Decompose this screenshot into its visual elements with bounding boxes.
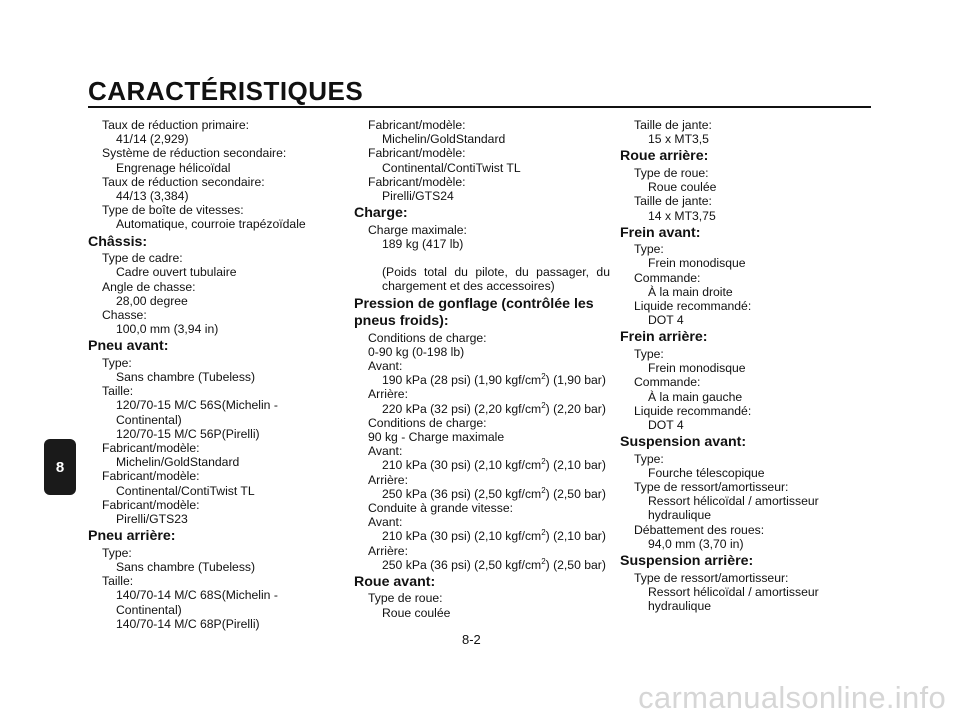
value-text: ) (2,10 bar) [545, 458, 606, 473]
value-text: ) (1,90 bar) [545, 373, 606, 388]
spec-value: 120/70-15 M/C 56P(Pirelli) [116, 426, 260, 441]
spec-label: Type: [634, 451, 664, 466]
spec-label: Avant: [368, 444, 403, 459]
value-text: 190 kPa (28 psi) (1,90 kgf/cm [382, 373, 542, 388]
superscript: 2 [541, 372, 546, 382]
value-text: ) (2,50 bar) [545, 557, 606, 572]
spec-label: Taille de jante: [634, 194, 712, 209]
spec-label: Conditions de charge: [368, 330, 487, 345]
section-heading: Châssis: [88, 233, 148, 250]
value-text: 220 kPa (32 psi) (2,20 kgf/cm [382, 401, 542, 416]
page-number: 8-2 [462, 632, 481, 647]
spec-value: Sans chambre (Tubeless) [116, 559, 256, 574]
spec-label: Arrière: [368, 387, 408, 402]
spec-value: Fourche télescopique [648, 465, 765, 480]
spec-value: 140/70-14 M/C 68P(Pirelli) [116, 616, 260, 631]
spec-value: Frein monodisque [648, 256, 746, 271]
spec-label: Type: [634, 346, 664, 361]
spec-label: Conduite à grande vitesse: [368, 500, 513, 515]
spec-column-1 [88, 118, 350, 631]
spec-label: Taille: [102, 574, 134, 589]
spec-value [354, 402, 610, 416]
superscript: 2 [541, 400, 546, 410]
spec-label: Conditions de charge: [368, 415, 487, 430]
spec-label: Type de ressort/amortisseur: [634, 480, 789, 495]
spec-label: Type: [634, 242, 664, 257]
spec-label: Type de roue: [368, 591, 443, 606]
value-text: 210 kPa (30 psi) (2,10 kgf/cm [382, 458, 542, 473]
spec-label: Charge maximale: [368, 222, 467, 237]
spec-value: Continental) [116, 602, 182, 617]
spec-value: Michelin/GoldStandard [382, 132, 506, 147]
spec-label: Fabricant/modèle: [102, 441, 200, 456]
spec-value: Ressort hélicoïdal / amortisseur [648, 584, 819, 599]
spec-value: hydraulique [648, 508, 712, 523]
spec-label: Commande: [634, 270, 701, 285]
value-text: 250 kPa (36 psi) (2,50 kgf/cm [382, 486, 542, 501]
chapter-number: 8 [55, 458, 65, 476]
spec-label: Avant: [368, 358, 403, 373]
spec-label: Type de roue: [634, 165, 709, 180]
section-heading: Charge: [354, 205, 408, 222]
spec-value: 15 x MT3,5 [648, 132, 709, 147]
spec-label: Arrière: [368, 543, 408, 558]
spec-value: hydraulique [648, 598, 712, 613]
spec-label: Taux de réduction primaire: [102, 118, 249, 132]
spec-value: Michelin/GoldStandard [116, 455, 240, 470]
spec-label: Angle de chasse: [102, 279, 196, 294]
spec-label: 90 kg - Charge maximale [368, 429, 505, 444]
spec-value: Cadre ouvert tubulaire [116, 265, 237, 280]
spec-label: Avant: [368, 515, 403, 530]
spec-label: Liquide recommandé: [634, 403, 752, 418]
section-heading: Frein avant: [620, 224, 701, 241]
section-heading: Roue arrière: [620, 148, 709, 165]
value-text: 210 kPa (30 psi) (2,10 kgf/cm [382, 529, 542, 544]
spec-label: Fabricant/modèle: [102, 497, 200, 512]
spec-column-3 [620, 118, 870, 613]
spec-value: À la main droite [648, 284, 733, 299]
superscript: 2 [541, 528, 546, 538]
section-heading: Pneu avant: [88, 338, 169, 355]
spec-label: Type de cadre: [102, 251, 183, 266]
spec-label: Type de ressort/amortisseur: [634, 570, 789, 585]
section-heading: Suspension avant: [620, 434, 747, 451]
section-heading: Frein arrière: [620, 329, 708, 346]
spec-value: 44/13 (3,384) [116, 189, 189, 204]
section-heading: Roue avant: [354, 573, 436, 590]
spec-label: Taille de jante: [634, 118, 712, 132]
page-title: CARACTÉRISTIQUES [88, 76, 364, 106]
spec-label: 0-90 kg (0-198 lb) [368, 344, 465, 359]
spec-value: 28,00 degree [116, 293, 188, 308]
watermark: carmanualsonline.info [638, 680, 946, 715]
spec-value: Continental/ContiTwist TL [382, 160, 521, 175]
spec-label: Arrière: [368, 472, 408, 487]
spec-label: Système de réduction secondaire: [102, 146, 287, 161]
spec-column-2 [354, 118, 610, 620]
chapter-tab [44, 439, 76, 495]
section-heading: Pression de gonflage (contrôlée les pneus froids): [354, 295, 594, 330]
spec-label: Type: [102, 355, 132, 370]
spec-value: Continental) [116, 412, 182, 427]
spec-label: Fabricant/modèle: [102, 469, 200, 484]
spec-value: Roue coulée [648, 180, 717, 195]
section-heading: Suspension arrière: [620, 553, 754, 570]
spec-value: 140/70-14 M/C 68S(Michelin - [116, 588, 278, 603]
spec-label: Taille: [102, 384, 134, 399]
spec-value: Frein monodisque [648, 361, 746, 376]
spec-value: Sans chambre (Tubeless) [116, 370, 256, 385]
spec-value: À la main gauche [648, 389, 743, 404]
spec-value: Pirelli/GTS24 [382, 189, 454, 204]
spec-value: 14 x MT3,75 [648, 208, 716, 223]
spec-label: Chasse: [102, 307, 147, 322]
spec-value: Roue coulée [382, 605, 451, 620]
spec-value: Pirelli/GTS23 [116, 512, 188, 527]
spec-value: 189 kg (417 lb) [382, 236, 464, 251]
value-text: ) (2,50 bar) [545, 486, 606, 501]
spec-value [354, 373, 610, 387]
spec-label: Liquide recommandé: [634, 299, 752, 314]
spec-value: 100,0 mm (3,94 in) [116, 322, 219, 337]
value-text: ) (2,10 bar) [545, 529, 606, 544]
superscript: 2 [541, 485, 546, 495]
spec-label: Fabricant/modèle: [368, 174, 466, 189]
spec-label: Débattement des roues: [634, 522, 765, 537]
superscript: 2 [541, 457, 546, 467]
value-text: 250 kPa (36 psi) (2,50 kgf/cm [382, 557, 542, 572]
spec-value: Automatique, courroie trapézoïdale [116, 217, 306, 232]
spec-note: (Poids total du pilote, du passager, du chargement et des accessoires) [382, 265, 610, 294]
value-text: ) (2,20 bar) [545, 401, 606, 416]
title-rule [88, 106, 871, 108]
spec-value: DOT 4 [648, 313, 684, 328]
spec-value: 94,0 mm (3,70 in) [648, 536, 744, 551]
spec-label: Fabricant/modèle: [368, 146, 466, 161]
spec-value: Engrenage hélicoïdal [116, 160, 231, 175]
spec-value: Ressort hélicoïdal / amortisseur [648, 494, 819, 509]
superscript: 2 [541, 556, 546, 566]
spec-label: Type de boîte de vitesses: [102, 203, 244, 218]
section-heading: Pneu arrière: [88, 528, 176, 545]
spec-label: Taux de réduction secondaire: [102, 174, 265, 189]
spec-value: Continental/ContiTwist TL [116, 483, 255, 498]
spec-value: 41/14 (2,929) [116, 132, 189, 147]
spec-value: DOT 4 [648, 417, 684, 432]
spec-label: Fabricant/modèle: [368, 118, 466, 132]
spec-value [354, 487, 610, 501]
spec-label: Commande: [634, 375, 701, 390]
spacer [354, 251, 610, 265]
spec-value: 120/70-15 M/C 56S(Michelin - [116, 398, 278, 413]
spec-value [354, 458, 610, 472]
spec-value [354, 558, 610, 572]
spec-label: Type: [102, 545, 132, 560]
spec-value [354, 529, 610, 543]
